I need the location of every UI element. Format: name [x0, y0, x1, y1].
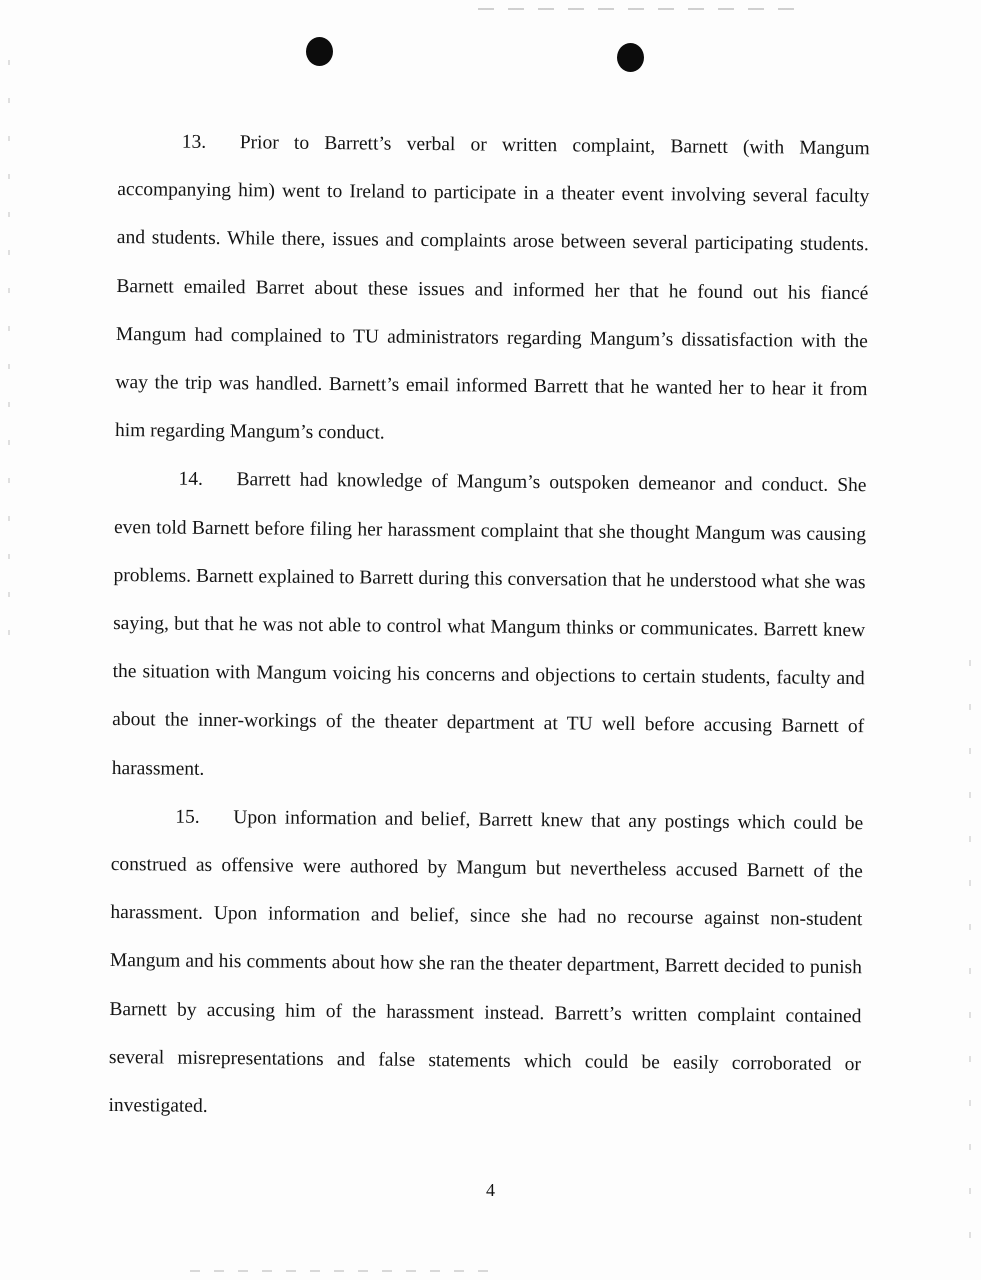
paragraph-14 — [112, 455, 867, 800]
page-number: 4 — [486, 1180, 495, 1200]
paragraph-text: Prior to Barrett’s verbal or written complaint, Barnett (with Mangum accompanying him) went to Ireland to participate in a theater event involving several faculty and students. While there, issues and complaints arose between several participating students. Barnett emailed Barret about these issues and informed her that he found out his fiancé Mangum had complained to TU administrators regarding Mangum’s dissatisfaction with the way the trip was handled. Barnett’s email informed Barrett that he wanted her to hear it from him regarding Mangum’s conduct. — [114, 132, 870, 444]
scan-artifact-bottom — [190, 1270, 490, 1272]
paragraph-number: 13. — [181, 131, 207, 153]
scan-artifact-top — [478, 8, 798, 10]
paragraph-number: 15. — [175, 806, 200, 828]
punch-hole-right — [617, 43, 644, 72]
paragraph-number: 14. — [178, 469, 204, 491]
paragraph-13 — [115, 118, 870, 463]
document-body — [108, 118, 870, 1137]
scan-artifact-right-margin — [969, 660, 971, 1260]
paragraph-text: Barrett had knowledge of Mangum’s outspoken demeanor and conduct. She even told Barnett before filing her harassment complaint that she thought Mangum was causing problems. Barnett explained to Barrett during this conversation that he understood what she was saying, but that he was not able to control what Mangum thinks or communicates. Barrett knew the situation with Mangum voicing his concerns and objections to certain students, faculty and about the inner-workings of the theater department at TU well before accusing Barnett of harassment. — [111, 469, 867, 780]
punch-hole-left — [306, 37, 333, 66]
paragraph-15 — [108, 793, 863, 1138]
paragraph-text: Upon information and belief, Barrett knew that any postings which could be construed as offensive were authored by Mangum but nevertheless accused Barnett of the harassment. Upon information and belief, since she had no recourse against non-student Mangum and his comments about how she ran the theater department, Barrett decided to punish Barnett by accusing him of the harassment instead. Barrett’s written complaint contained several misrepresentations and false statements which could be easily corroborated or investigated. — [108, 806, 864, 1117]
scan-artifact-left-margin — [8, 60, 10, 640]
